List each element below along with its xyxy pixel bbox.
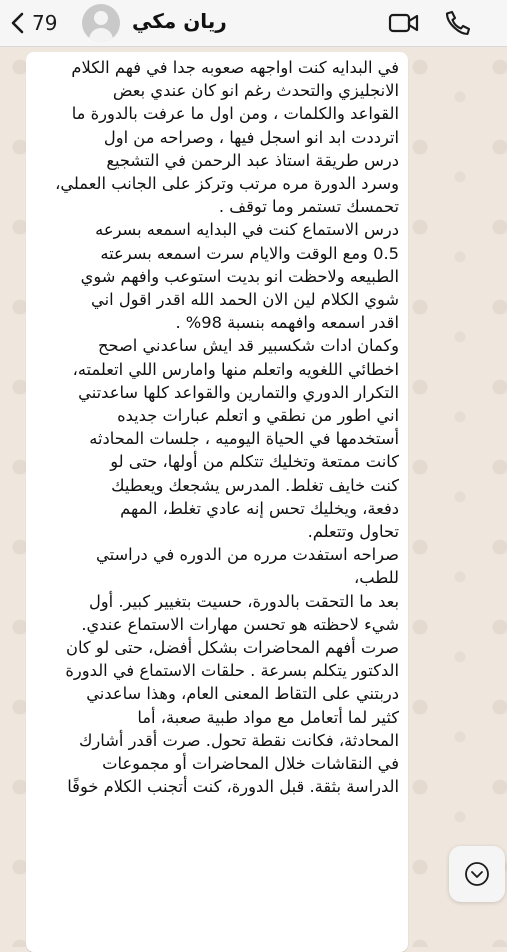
message-line: شوي الكلام لين الان الحمد الله اقدر اقول اني (91, 290, 399, 310)
message-line: وكمان ادات شكسبير قد ايش ساعدني اصحح (97, 336, 399, 356)
message-line: الطبيعه ولاحظت انو بديت استوعب وافهم شوي (80, 266, 399, 286)
avatar-head-icon (94, 11, 108, 25)
avatar-body-icon (89, 28, 113, 42)
video-call-icon[interactable] (388, 10, 420, 36)
message-line: القواعد والكلمات ، ومن اول ما عرفت بالدورة ما (71, 104, 399, 124)
contact-avatar[interactable] (82, 4, 120, 42)
message-line: اترددت ابد انو اسجل فيها ، وصراحه من اول (103, 127, 399, 147)
message-line: الدكتور يتكلم بسرعة . حلقات الاستماع في الدورة (65, 661, 399, 681)
message-line: كانت ممتعة وتخليك تتكلم من أولها، حتى لو (110, 452, 399, 472)
message-line: التكرار الدوري والتمارين والقواعد كلها ساعدتني (78, 382, 399, 402)
message-line: أستخدمها في الحياة اليوميه ، جلسات المحادثه (89, 429, 399, 449)
message-line: 0.5 ومع الوقت والايام سرت اسمعه بسرعته (100, 243, 399, 263)
message-line: تحاول وتتعلم. (307, 522, 399, 542)
unread-count: 79 (32, 11, 58, 35)
message-line: درس الاستماع كنت في البدايه اسمعه بسرعه (95, 220, 399, 240)
message-line: شيء لاحظته هو تحسن مهارات الاستماع عندي. (81, 614, 399, 634)
message-line: المحادثة، فكانت نقطة تحول. صرت أقدر أشارك (78, 730, 399, 750)
message-line: دربتني على التقاط المعنى العام، وهذا ساعدني (86, 684, 399, 704)
message-line: اني اطور من نطقي و اتعلم عبارات جديده (117, 406, 399, 426)
message-line: الدراسة بثقة. قبل الدورة، كنت أتجنب الكلام خوفًا (67, 777, 399, 797)
message-line: درس طريقة استاذ عبد الرحمن في التشجيع (106, 150, 399, 170)
message-line: اقدر اسمعه وافهمه بنسبة 98% . (175, 313, 399, 333)
message-line: وسرد الدورة مره مرتب وتركز على الجانب العملي، (55, 174, 399, 194)
scroll-to-bottom-button[interactable] (449, 846, 505, 902)
message-line: تحمسك تستمر وما توقف . (218, 197, 399, 217)
message-line: كنت خايف تغلط. المدرس يشجعك ويعطيك (111, 475, 399, 495)
contact-name[interactable]: ريان مكي (132, 9, 227, 33)
message-line: في النقاشات خلال المحاضرات أو مجموعات (102, 754, 399, 774)
message-bubble[interactable] (26, 52, 408, 952)
message-line: صرت أفهم المحاضرات بشكل أفضل، حتى لو كان (65, 638, 399, 658)
message-text (35, 56, 399, 799)
message-line: صراحه استفدت مرره من الدوره في دراستي (96, 545, 399, 565)
chevron-down-circle-icon (463, 860, 491, 888)
message-line: في البدايه كنت اواجهه صعوبه جدا في فهم الكلام (71, 58, 399, 77)
message-line: دفعة، ويخليك تحس إنه عادي تغلط، المهم (120, 498, 399, 518)
message-line: للطب، (354, 568, 399, 588)
chevron-left-icon (8, 11, 26, 35)
back-button[interactable] (8, 8, 57, 38)
message-line: بعد ما التحقت بالدورة، حسيت بتغيير كبير. أول (88, 591, 399, 611)
phone-call-icon[interactable] (444, 9, 472, 37)
message-line: كثير لما أتعامل مع مواد طبية صعبة، أما (137, 707, 399, 727)
chat-header (0, 0, 507, 47)
message-line: اخطائي اللغويه واتعلم منها وامارس اللي اتعلمته، (72, 359, 399, 379)
message-line: الانجليزي والتحدث رغم انو كان عندي بعض (112, 81, 399, 101)
